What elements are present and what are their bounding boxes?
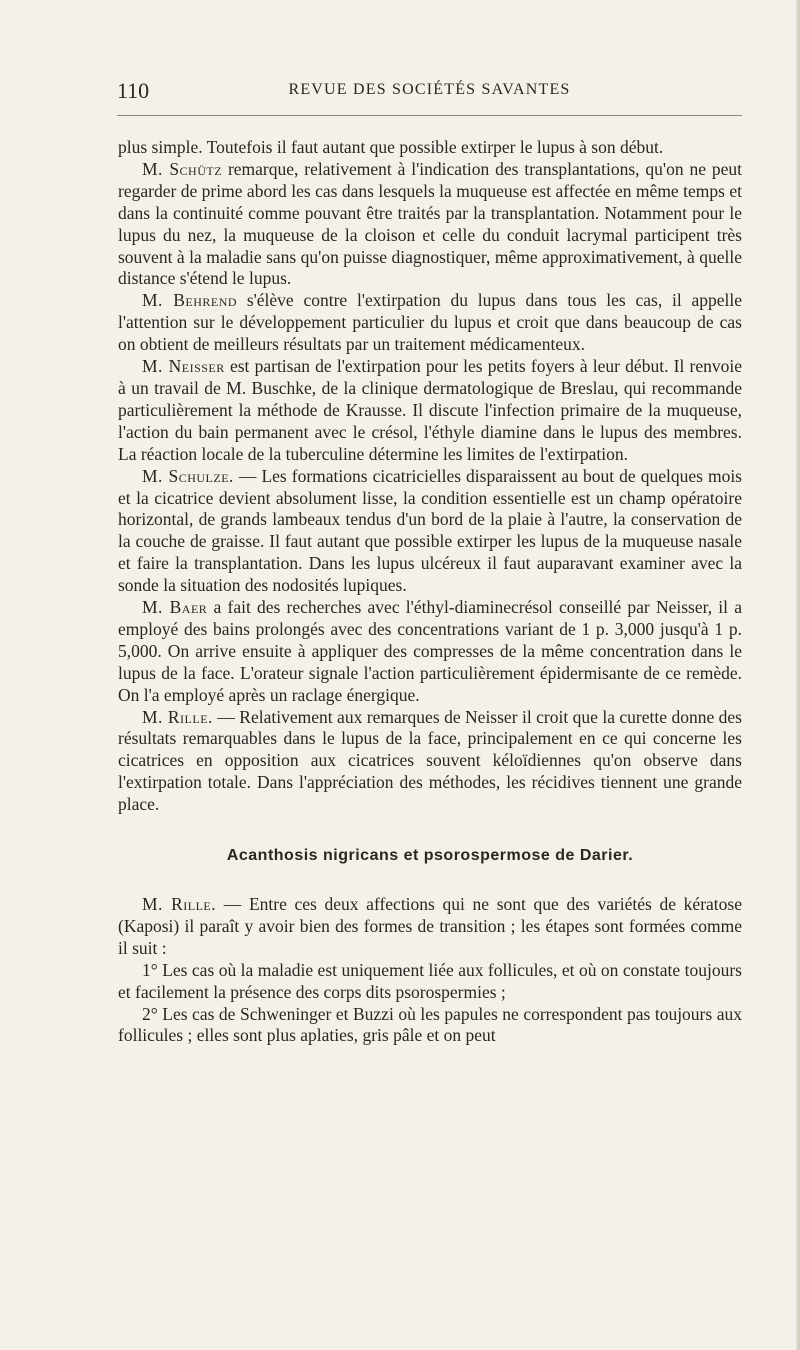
- paragraph: [118, 466, 742, 597]
- paragraph: [118, 356, 742, 466]
- paragraph-text: — Relativement aux remarques de Neisser il croit que la curette donne des résultats remarquables dans le lupus de la face, principalement en ce qui concerne les cicatrices en opposition aux cicatrices souvent kéloïdiennes qu'on observe dans l'extirpation totale. Dans l'appréciation des méthodes, les récidives tiennent une grande place.: [118, 706, 742, 815]
- paragraph-text: remarque, relativement à l'indication des transplantations, qu'on ne peut regarder de prime abord les cas dans lesquels la muqueuse est affectée en même temps et dans la continuité comme pouvant être traités par la transplantation. Notamment pour le lupus du nez, la muqueuse de la cloison et celle du conduit lacrymal participent très souvent à la maladie sans qu'on puisse diagnostiquer, même approximativement, à quelle distance s'étend le lupus.: [118, 158, 743, 289]
- speaker-name: M. Rille.: [142, 706, 213, 727]
- paragraph-text: 1° Les cas où la maladie est uniquement liée aux follicules, et où on constate toujours et facilement la présence des corps dits psorospermies ;: [118, 959, 742, 1002]
- paragraph-text: s'élève contre l'extirpation du lupus dans tous les cas, il appelle l'attention sur le développement particulier du lupus et croit que dans beaucoup de cas on obtient de meilleurs résultats par un traitement médicamenteux.: [118, 290, 742, 355]
- page-edge: [796, 0, 800, 1350]
- speaker-name: M. Neisser: [142, 356, 225, 377]
- speaker-name: M. Schulze.: [142, 465, 234, 486]
- paragraph: [118, 960, 742, 1004]
- section-heading: Acanthosis nigricans et psorospermose de Darier.: [226, 847, 634, 865]
- paragraph-text: — Entre ces deux affections qui ne sont que des variétés de kératose (Kaposi) il paraît y avoir bien des formes de transition ; les étapes sont formées comme il suit :: [118, 894, 742, 958]
- page-body: [118, 137, 742, 1047]
- header-rule: [117, 115, 742, 116]
- speaker-name: M. Behrend: [142, 290, 238, 311]
- paragraph: [118, 707, 742, 817]
- paragraph-text: plus simple. Toutefois il faut autant que possible extirper le lupus à son début.: [118, 137, 664, 157]
- page-number: 110: [117, 78, 150, 103]
- paragraph-text: — Les formations cicatricielles disparaissent au bout de quelques mois et la cicatrice devient absolument lisse, la condition essentielle est un champ opératoire horizontal, de grands lambeaux tendus d'un bord de la plaie à l'autre, la conservation de la couche de graisse. Il faut autant que possible extirper les lupus de la muqueuse nasale et faire la transplantation. Dans les lupus ulcéreux il faut auparavant examiner avec la sonde la situation des nodosités lupiques.: [118, 465, 742, 596]
- running-header: [117, 78, 742, 108]
- running-title: REVUE DES SOCIÉTÉS SAVANTES: [288, 81, 571, 98]
- paragraph-text: a fait des recherches avec l'éthyl-diaminecrésol conseillé par Neisser, il a employé des bains prolongés avec des concentrations variant de 1 p. 3,000 jusqu'à 1 p. 5,000. On arrive ensuite à appliquer des compresses de la même concentration dans le lupus de la face. L'orateur signale l'action particulièrement épidermisante de ce remède. On l'a employé après un raclage énergique.: [118, 597, 742, 705]
- paragraph: [118, 159, 742, 290]
- speaker-name: M. Rille.: [142, 894, 217, 914]
- paragraph-text: 2° Les cas de Schweninger et Buzzi où les papules ne correspondent pas toujours aux follicules ; elles sont plus aplaties, gris pâle et on peut: [118, 1003, 742, 1046]
- paragraph: [118, 597, 742, 707]
- paragraph: [118, 290, 742, 356]
- paragraph-text: est partisan de l'extirpation pour les petits foyers à leur début. Il renvoie à un travail de M. Buschke, de la clinique dermatologique de Breslau, qui recommande particulièrement la méthode de Krausse. Il discute l'infection primaire de la muqueuse, l'action du bain permanent avec le crésol, l'éthyle diamine dans le lupus des membres. La réaction locale de la tuberculine détermine les limites de l'extirpation.: [118, 356, 742, 464]
- speaker-name: M. Baer: [142, 597, 208, 618]
- paragraph: [118, 894, 742, 960]
- paragraph: [118, 1004, 742, 1048]
- paragraph: [118, 137, 742, 159]
- speaker-name: M. Schütz: [142, 158, 223, 179]
